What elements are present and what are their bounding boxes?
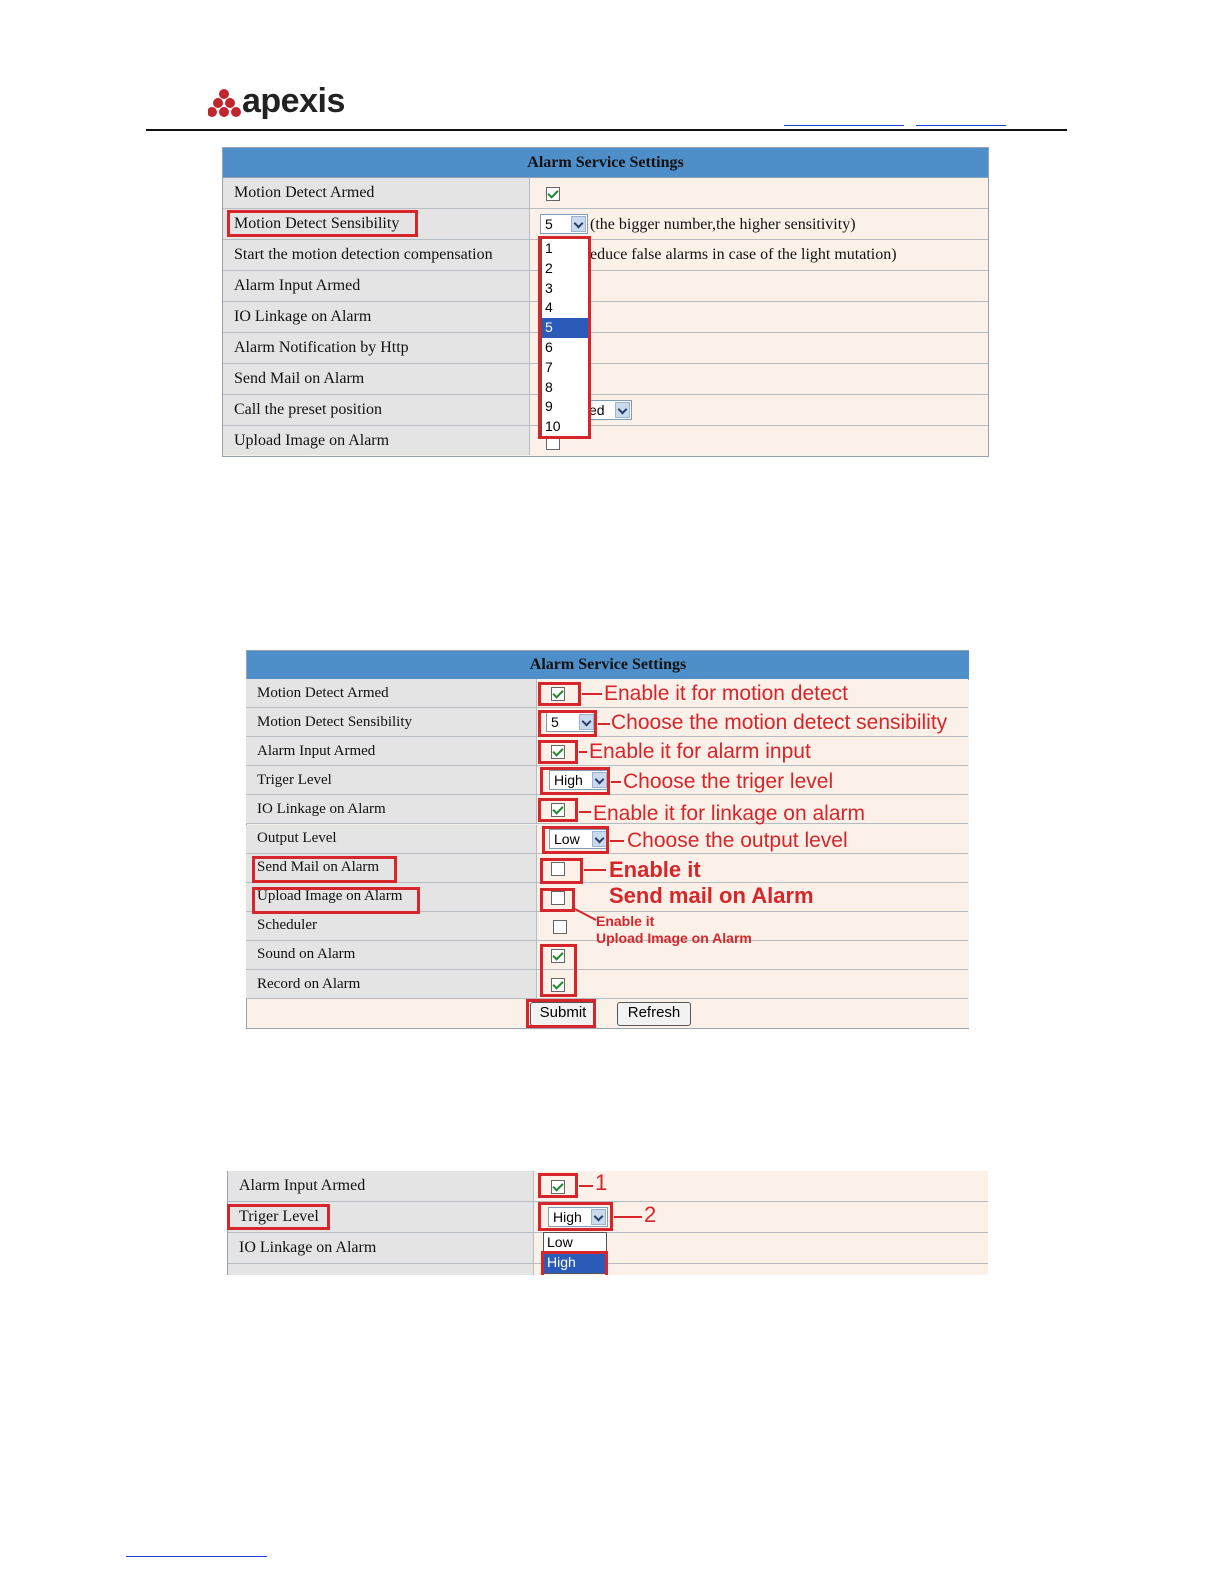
row-label: Scheduler <box>246 912 537 940</box>
header-link-1[interactable] <box>784 125 904 126</box>
row-label: Motion Detect Sensibility <box>246 708 537 736</box>
row-label: Motion Detect Armed <box>223 178 530 208</box>
highlight-box <box>252 856 397 883</box>
highlight-box <box>541 1251 608 1275</box>
row-label: Alarm Notification by Http <box>223 333 530 363</box>
row-label: Send Mail on Alarm <box>223 364 530 394</box>
row-label: Record on Alarm <box>246 970 537 998</box>
callout-line <box>574 908 598 922</box>
row-label: Triger Level <box>228 1202 534 1232</box>
dropdown-option-selected[interactable]: High <box>544 1253 606 1273</box>
annotation-text: Enable it for alarm input <box>589 740 811 763</box>
compensation-note: educe false alarms in case of the light mutation) <box>590 246 897 263</box>
dropdown-option[interactable]: Low <box>547 1234 573 1250</box>
highlight-box <box>538 798 578 822</box>
row-label: Call the preset position <box>223 395 530 425</box>
table-title: Alarm Service Settings <box>247 651 969 680</box>
row-label: IO Linkage on Alarm <box>246 795 537 823</box>
table-row <box>228 1171 988 1202</box>
dropdown-option[interactable]: 6 <box>545 338 553 355</box>
highlight-box <box>538 1173 578 1198</box>
callout-line <box>579 1185 593 1187</box>
row-label: Start the motion detection compensation <box>223 240 530 270</box>
motion-detect-checkbox[interactable] <box>546 187 560 201</box>
submit-button[interactable]: Submit <box>530 1002 596 1026</box>
callout-line <box>579 751 587 753</box>
dropdown-option[interactable]: 7 <box>545 358 553 375</box>
highlight-box <box>542 826 609 854</box>
row-label: Motion Detect Sensibility <box>223 209 530 239</box>
header-rule <box>146 129 1067 131</box>
highlight-box <box>540 888 575 912</box>
scheduler-checkbox[interactable] <box>553 920 567 934</box>
row-label: IO Linkage on Alarm <box>223 302 530 332</box>
table-row <box>223 364 988 395</box>
dropdown-option[interactable]: 8 <box>545 378 553 395</box>
header-link-2[interactable] <box>916 125 1006 126</box>
highlight-box <box>227 1204 330 1230</box>
callout-marker-2: 2 <box>644 1202 657 1227</box>
row-label: Alarm Input Armed <box>246 737 537 765</box>
dropdown-option[interactable]: 9 <box>545 398 553 415</box>
highlight-box <box>227 210 418 237</box>
row-label <box>228 1264 534 1275</box>
annotation-text: Enable it <box>609 857 701 882</box>
dropdown-option[interactable]: 1 <box>545 240 553 256</box>
annotation-text: Choose the motion detect sensibility <box>611 711 948 734</box>
table-row <box>223 426 988 455</box>
highlight-box <box>252 887 420 914</box>
row-label: Upload Image on Alarm <box>246 883 537 911</box>
highlight-box <box>526 999 596 1028</box>
logo-dots-icon <box>208 88 242 118</box>
footer-link[interactable] <box>126 1556 267 1557</box>
dropdown-option[interactable]: 2 <box>545 259 553 276</box>
highlight-box <box>538 236 591 439</box>
annotation-text: Enable it for motion detect <box>604 682 848 705</box>
table-row <box>228 1233 988 1264</box>
table-row <box>223 178 988 209</box>
callout-line <box>614 1216 642 1218</box>
highlight-box <box>540 858 583 884</box>
dropdown-option[interactable]: 3 <box>545 279 553 296</box>
highlight-box <box>538 710 597 737</box>
annotation-text: Upload Image on Alarm <box>596 930 752 946</box>
row-label: IO Linkage on Alarm <box>228 1233 534 1263</box>
table-row <box>246 970 968 999</box>
callout-line <box>584 869 606 871</box>
table-row <box>223 395 988 426</box>
highlight-box <box>538 1202 613 1231</box>
preset-select[interactable]: ed <box>570 400 632 420</box>
dropdown-option-selected[interactable]: 5 <box>542 318 588 338</box>
callout-line <box>611 781 621 783</box>
table-row <box>223 240 988 271</box>
row-label: Alarm Input Armed <box>228 1171 534 1201</box>
table-row <box>223 302 988 333</box>
highlight-box <box>538 682 581 706</box>
annotation-text: Enable it for linkage on alarm <box>593 802 865 825</box>
table-row <box>223 333 988 364</box>
button-row <box>246 999 968 1027</box>
row-label: Alarm Input Armed <box>223 271 530 301</box>
chevron-down-icon <box>615 402 630 418</box>
brand-name: apexis <box>242 82 345 120</box>
row-label: Send Mail on Alarm <box>246 854 537 882</box>
apexis-logo <box>208 82 358 126</box>
row-label: Motion Detect Armed <box>246 679 537 707</box>
callout-line <box>582 693 602 695</box>
table-title: Alarm Service Settings <box>223 148 988 178</box>
alarm-settings-table-1 <box>222 147 989 457</box>
row-value <box>537 854 968 882</box>
annotation-text: Send mail on Alarm <box>609 883 814 908</box>
table-row <box>223 271 988 302</box>
row-label: Upload Image on Alarm <box>223 426 530 455</box>
output-level-select[interactable]: Low <box>549 829 609 849</box>
annotation-text: Choose the triger level <box>623 770 834 793</box>
callout-line <box>579 811 591 813</box>
highlight-box <box>540 944 577 997</box>
dropdown-option[interactable]: 4 <box>545 299 553 316</box>
sensibility-select[interactable]: 5 <box>540 214 588 234</box>
row-label: Sound on Alarm <box>246 941 537 969</box>
row-label: Output Level <box>246 825 537 853</box>
callout-line <box>598 723 610 725</box>
dropdown-option[interactable]: 10 <box>545 418 561 435</box>
chevron-down-icon <box>571 216 586 232</box>
refresh-button[interactable]: Refresh <box>617 1002 691 1026</box>
annotation-text: Choose the output level <box>627 829 848 852</box>
sensibility-note: (the bigger number,the higher sensitivity) <box>590 216 856 233</box>
callout-line <box>610 840 624 842</box>
callout-marker-1: 1 <box>595 1170 608 1195</box>
highlight-box <box>538 740 578 764</box>
row-value <box>537 970 968 998</box>
row-label: Triger Level <box>246 766 537 794</box>
highlight-box <box>540 767 610 795</box>
triger-level-select[interactable]: High <box>548 1207 608 1227</box>
annotation-text: Enable it <box>596 913 655 929</box>
sensibility-select[interactable]: 5 <box>546 712 596 732</box>
table-row <box>228 1264 988 1275</box>
triger-level-select[interactable]: High <box>549 770 609 790</box>
